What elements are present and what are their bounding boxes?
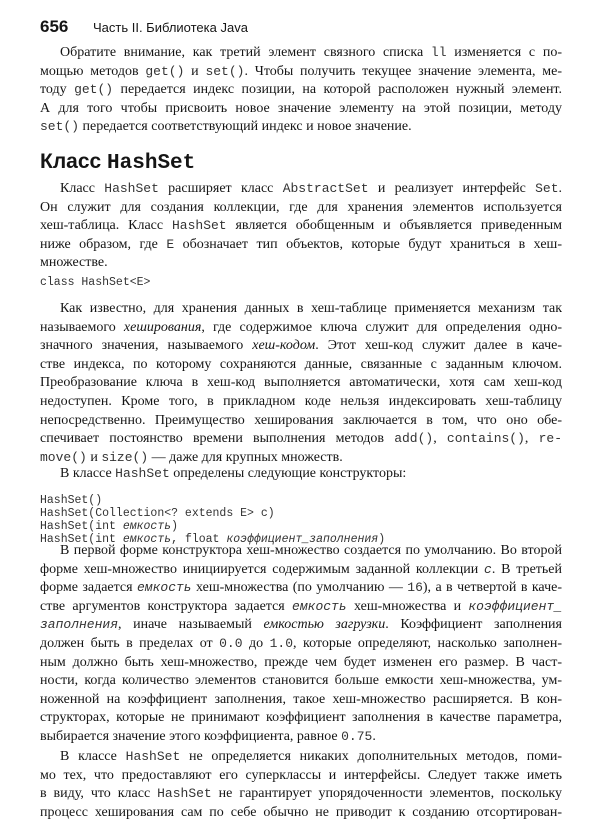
text-run: мо тех, что предоставляют его суперклассы и интерфейсы. Следует также иметь (40, 767, 562, 783)
text-run: и (184, 63, 206, 79)
text-run: ноженной на коэффициент заполнения, такое хеш-множество расширяется. В кон- (40, 691, 562, 707)
paragraph-p1 (40, 44, 562, 137)
emphasis-text: хеширования (123, 319, 202, 335)
inline-code: 0.75 (341, 728, 373, 744)
text-run: хеш-множества (по умолчанию — (191, 580, 408, 596)
text-line (40, 616, 562, 635)
page-header (40, 17, 248, 37)
text-run: class HashSet<E> (40, 276, 151, 289)
inline-code: емкость (292, 598, 347, 614)
text-line (40, 430, 562, 449)
text-run: Обратите внимание, как третий элемент связного списка (60, 45, 431, 60)
text-run: не определяется никаких дополнительных методов, поми- (180, 749, 562, 764)
code-listing-code2 (40, 494, 562, 546)
text-run: ), а в четвертой в каче- (422, 580, 562, 596)
text-line (40, 180, 562, 199)
text-run: ным должно быть хеш-множество, прежде чем будет изменен его размер. В част- (40, 654, 562, 670)
page-number: 656 (40, 17, 69, 36)
text-run: , где содержимое ключа служит для определения одно- (201, 319, 562, 335)
inline-code: HashSet (157, 786, 212, 802)
inline-code: 1.0 (269, 635, 294, 651)
text-line (40, 393, 562, 412)
text-line (40, 507, 562, 520)
emphasis-text: хеш-кодом (252, 338, 316, 354)
text-line (40, 635, 562, 654)
heading-class-name: HashSet (107, 152, 196, 175)
text-run: форме задается (40, 580, 137, 596)
text-run: . В третьей (491, 561, 562, 577)
text-line (40, 81, 562, 100)
text-line (40, 785, 562, 804)
text-run: HashSet(int (40, 533, 123, 546)
text-line (40, 579, 562, 598)
text-run: и реализует интерфейс (368, 181, 536, 196)
inline-code: set() (40, 119, 80, 135)
text-run: В первой форме конструктора хеш-множество создается по умолчанию. Во второй (60, 543, 562, 558)
inline-code: 0.0 (219, 635, 243, 651)
text-run: процесс хеширования сам по себе обычно не приводит к созданию отсортирован- (40, 804, 562, 820)
text-run: расширяет класс (158, 181, 283, 196)
text-line (40, 118, 562, 137)
inline-code: заполнения (40, 617, 119, 633)
text-run: изменяется с по- (446, 45, 562, 60)
inline-code: HashSet (104, 181, 159, 196)
text-run: хеш-таблица. Класс (40, 218, 172, 234)
inline-code: AbstractSet (282, 181, 369, 196)
text-run: обозначает тип объектов, которые будут храниться в хеш- (174, 236, 562, 252)
inline-code: HashSet (125, 749, 181, 764)
inline-code: Set (535, 181, 559, 196)
inline-code: емкость (136, 580, 192, 596)
inline-code: get() (74, 82, 114, 98)
text-line (40, 709, 562, 728)
text-run: не гарантирует упорядоченности элементов, поскольку (211, 786, 562, 802)
text-run: А для того чтобы присвоить новое значение элементу на этой позиции, методу (40, 100, 562, 116)
inline-code: E (166, 236, 175, 252)
text-line (40, 236, 562, 255)
inline-code: set() (205, 63, 245, 79)
inline-code: HashSet (171, 218, 227, 234)
text-run: . Коэффициент заполнения (385, 617, 562, 633)
text-run: непосредственно. Преимущество хеширования заключается в том, что оно обе- (40, 412, 562, 428)
paragraph-p4 (40, 542, 562, 747)
text-run: , (524, 431, 539, 447)
text-line (40, 654, 562, 673)
text-run: . Чтобы получить текущее значение элемента, ме- (244, 63, 562, 79)
text-run: , иначе называемый (118, 617, 264, 633)
code-listing-code1 (40, 276, 562, 289)
text-run: значного значения, называемого (40, 338, 253, 354)
inline-code: size() (101, 449, 149, 465)
text-run: В классе (60, 466, 116, 481)
text-run: называемого (40, 319, 124, 335)
text-run: ниже образом, где (40, 236, 167, 252)
inline-code: 16 (407, 580, 423, 596)
text-line (40, 542, 562, 561)
text-line (40, 63, 562, 82)
text-run: HashSet(Collection<? extends E> c) (40, 507, 275, 520)
inline-code: HashSet (115, 466, 170, 481)
text-run: . (372, 728, 376, 744)
text-run: стве индекса, по которому сохраняются данные, связанные с заданным ключом. (40, 356, 562, 372)
text-run: тоду (40, 82, 75, 98)
text-run: Он служит для создания коллекции, где для хранения элементов используется (40, 199, 562, 215)
inline-code: емкость (122, 533, 172, 546)
text-line (40, 254, 562, 273)
text-run: форме хеш-множество инициируется содержимым заданной коллекции (40, 561, 485, 577)
text-run: Преобразование ключа в хеш-код выполняется автоматически, хотя сам хеш-код (40, 375, 562, 391)
text-run: мощью методов (40, 63, 146, 79)
text-line (40, 276, 562, 289)
text-line (40, 356, 562, 375)
text-line (40, 672, 562, 691)
text-line (40, 804, 562, 823)
text-run: должен быть в пределах от (40, 635, 220, 651)
text-line (40, 520, 562, 533)
text-run: спечивает постоянство времени выполнения методов (40, 431, 395, 447)
text-line (40, 100, 562, 119)
inline-code: add() (394, 431, 434, 447)
text-run: ности, когда количество элементов становится больше емкости хеш-множества, ум- (40, 673, 562, 689)
inline-code: емкость (122, 520, 172, 533)
text-run: недоступен. Кроме того, в прикладном коде нельзя индексировать хеш-таблицу (40, 393, 562, 409)
text-run: хеш-множества и (346, 598, 469, 614)
running-title: Часть II. Библиотека Java (93, 20, 248, 35)
text-run: , (433, 431, 447, 447)
text-line (40, 598, 562, 617)
text-line (40, 748, 562, 767)
text-run: . (558, 181, 562, 196)
paragraph-p3 (40, 300, 562, 467)
text-line (40, 319, 562, 338)
text-run: является обобщенным и объявляется приведенным (226, 218, 562, 234)
inline-code: ll (430, 45, 447, 60)
text-run: определены следующие конструкторы: (169, 466, 407, 481)
inline-code: коэффициент_ (468, 598, 562, 614)
text-run: ) (378, 533, 386, 546)
text-line (40, 337, 562, 356)
text-run: структорах, которые не принимают коэффициент заполнения в качестве параметра, (40, 710, 562, 726)
text-run: передается индекс позиции, на которой расположен нужный элемент. (113, 82, 562, 98)
text-line (40, 465, 562, 484)
text-line (40, 728, 562, 747)
paragraph-p5 (40, 748, 562, 822)
inline-code: get() (145, 63, 185, 79)
text-line (40, 691, 562, 710)
inline-code: move() (40, 449, 87, 465)
inline-code: c (484, 561, 492, 577)
text-run: множестве. (40, 255, 108, 271)
text-run: передается соответствующий индекс и новое значение. (79, 119, 412, 135)
text-run: — даже для крупных множеств. (148, 449, 343, 465)
text-run: в виду, что класс (40, 786, 158, 802)
text-run: и (86, 449, 102, 465)
text-run: Класс (60, 181, 105, 196)
text-run: , которые определяют, насколько заполнен- (293, 635, 562, 651)
paragraph-p3b (40, 465, 562, 484)
text-run: HashSet() (40, 494, 103, 507)
text-line (40, 199, 562, 218)
heading-prefix: Класс (40, 150, 108, 173)
text-run: выбирается значение этого коэффициента, равное (40, 728, 342, 744)
text-run: ) (171, 520, 179, 533)
text-line (40, 300, 562, 319)
text-line (40, 494, 562, 507)
text-line (40, 44, 562, 63)
text-line (40, 412, 562, 431)
text-run: Как известно, для хранения данных в хеш-таблице применяется механизм так (60, 301, 562, 316)
text-run: . Этот хеш-код служит далее в каче- (315, 338, 562, 354)
text-line (40, 217, 562, 236)
text-run: до (242, 635, 270, 651)
text-line (40, 374, 562, 393)
text-line (40, 767, 562, 786)
text-run: В классе (60, 749, 126, 764)
paragraph-p2 (40, 180, 562, 273)
text-run: стве аргументов конструктора задается (40, 598, 293, 614)
text-run: HashSet(int (40, 520, 123, 533)
inline-code: contains() (446, 431, 525, 447)
inline-code: re- (538, 431, 562, 447)
inline-code: коэффициент_заполнения (226, 533, 379, 546)
text-run: , float (171, 533, 227, 546)
section-heading (40, 150, 195, 175)
text-line (40, 561, 562, 580)
emphasis-text: емкостью загрузки (263, 617, 386, 633)
